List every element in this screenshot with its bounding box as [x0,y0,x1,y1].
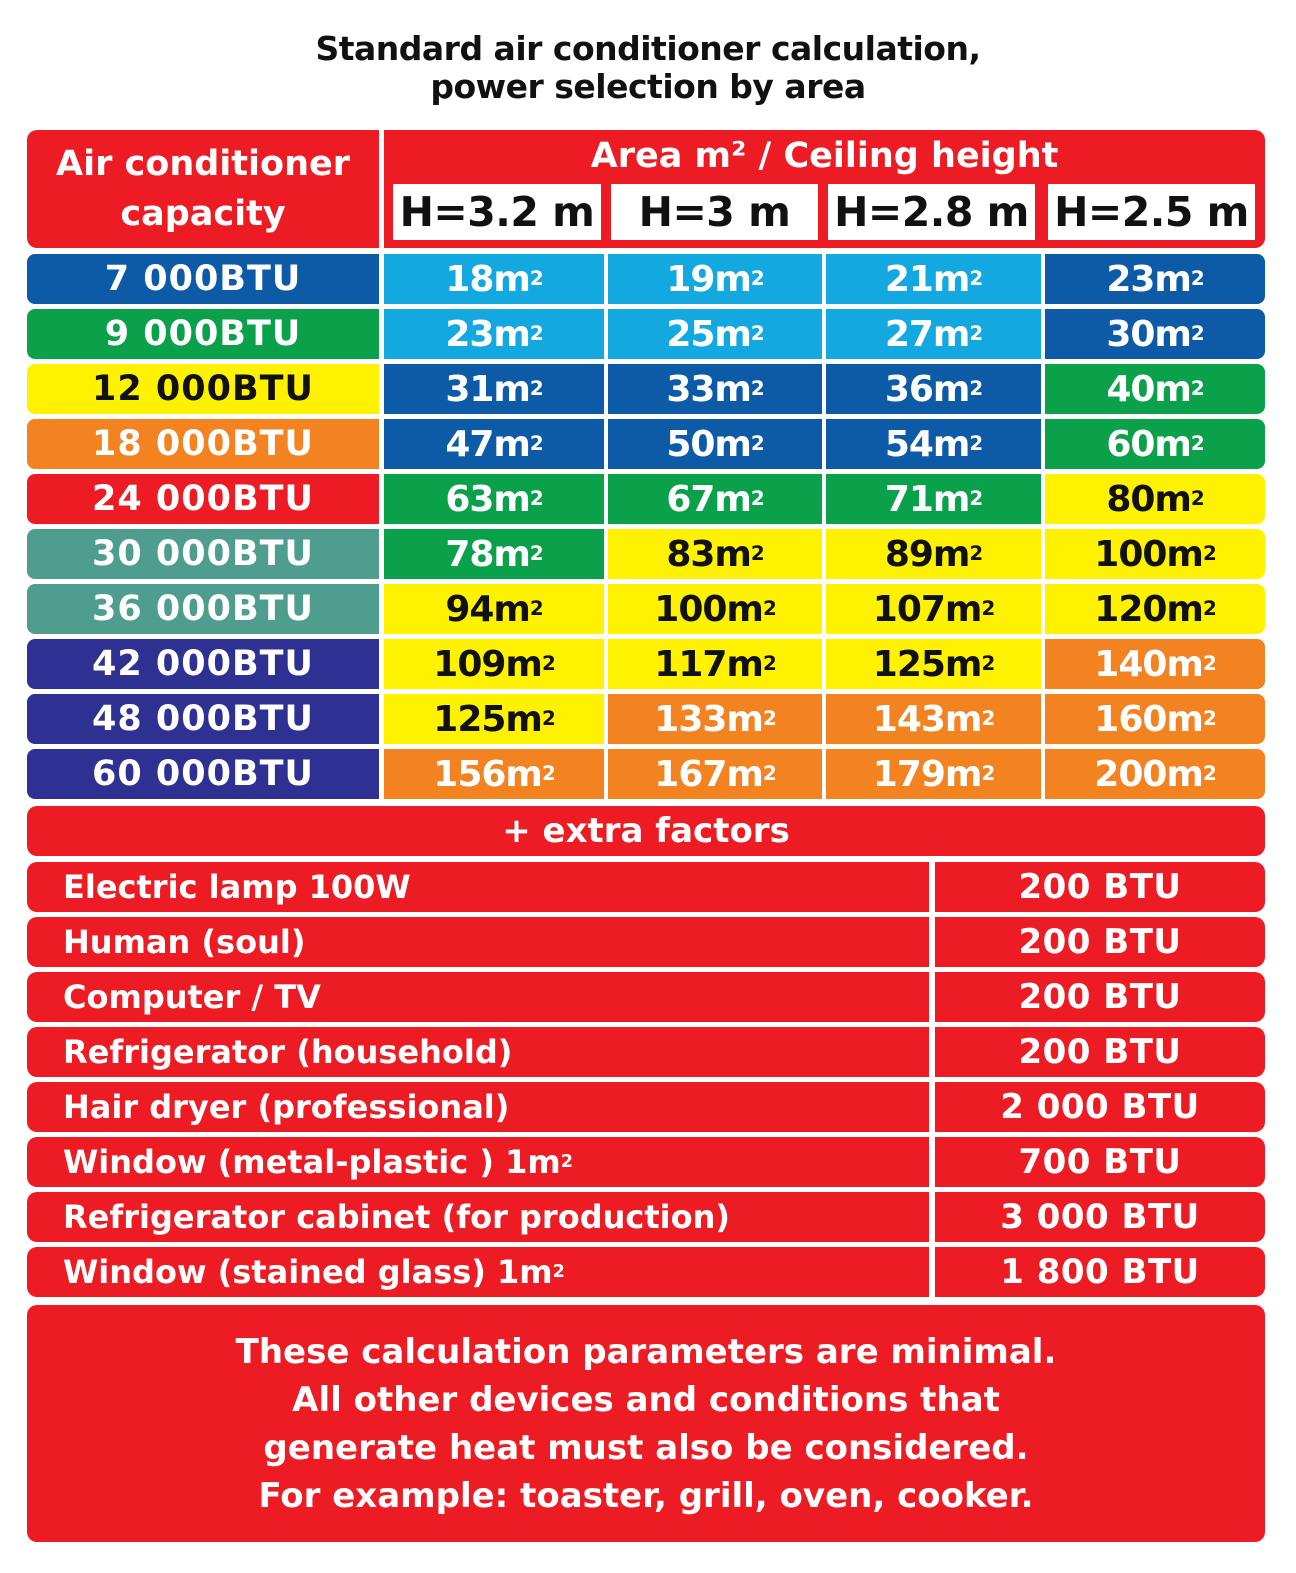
area-value: 78m [445,533,530,575]
area-cell: 19m 2 [608,254,822,304]
area-cell: 27m 2 [826,309,1041,359]
area-cell: 31m 2 [384,364,604,414]
capacity-cell: 42 000BTU [27,639,379,689]
area-cell: 140m 2 [1045,639,1265,689]
factor-label [27,862,929,912]
area-cell: 30m 2 [1045,309,1265,359]
factor-value: 1 800 BTU [935,1247,1265,1297]
factor-label: Window (stained glass) 1m 2 [27,1247,929,1297]
area-value: 36m [884,368,970,410]
factor-label [27,1192,929,1242]
note-line-1: These calculation parameters are minimal. [235,1331,1057,1372]
area-value: 117m [654,643,763,685]
area-cell: 23m 2 [1045,254,1265,304]
area-value: 140m [1094,643,1203,685]
extra-factors-heading [27,806,1265,856]
factor-label-text: Hair dryer (professional) [63,1088,510,1126]
factor-label-text: Electric lamp 100W [63,868,411,906]
area-value: 60m [1106,423,1191,465]
area-value: 40m [1106,368,1191,410]
area-cell: 109m 2 [384,639,604,689]
factor-label [27,1082,929,1132]
factor-label-text: Window (stained glass) 1m [63,1253,553,1291]
area-cell: 63m 2 [384,474,604,524]
area-value: 23m [1106,258,1191,300]
area-cell: 36m 2 [826,364,1041,414]
factor-label [27,917,929,967]
area-cell: 160m 2 [1045,694,1265,744]
area-cell: 156m 2 [384,749,604,799]
area-cell: 94m 2 [384,584,604,634]
area-value: 133m [654,698,763,740]
area-value: 109m [433,643,542,685]
area-cell: 47m 2 [384,419,604,469]
area-value: 156m [433,753,542,795]
factor-label [27,972,929,1022]
area-cell: 23m 2 [384,309,604,359]
area-value: 54m [884,423,970,465]
area-value: 200m [1094,753,1203,795]
height-header-2-5: H=2.5 m [1048,184,1255,240]
area-value: 89m [884,533,970,575]
area-value: 125m [872,643,982,685]
area-cell: 50m 2 [608,419,822,469]
area-value: 18m [445,258,530,300]
area-value: 125m [433,698,542,740]
capacity-cell: 12 000BTU [27,364,379,414]
area-cell: 78m 2 [384,529,604,579]
area-value: 100m [654,588,763,630]
factor-label-text: Human (soul) [63,923,306,961]
area-cell: 125m 2 [826,639,1041,689]
area-value: 80m [1106,478,1191,520]
area-cell: 117m 2 [608,639,822,689]
area-value: 71m [884,478,970,520]
area-value: 30m [1106,313,1191,355]
factor-label-text: Refrigerator (household) [63,1033,513,1071]
area-value: 94m [445,588,530,630]
capacity-header-line-2: capacity [120,194,286,234]
page-title [0,30,1296,106]
area-cell: 67m 2 [608,474,822,524]
note-line-2: All other devices and conditions that [292,1379,1000,1420]
area-cell: 18m 2 [384,254,604,304]
area-value: 31m [445,368,530,410]
factor-value: 200 BTU [935,862,1265,912]
area-value: 67m [666,478,751,520]
area-cell: 60m 2 [1045,419,1265,469]
capacity-cell: 30 000BTU [27,529,379,579]
area-cell: 125m 2 [384,694,604,744]
title-line-2: power selection by area [430,67,866,106]
factor-value: 200 BTU [935,917,1265,967]
capacity-cell: 60 000BTU [27,749,379,799]
area-cell: 167m 2 [608,749,822,799]
area-cell: 120m 2 [1045,584,1265,634]
area-value: 83m [666,533,751,575]
capacity-cell: 24 000BTU [27,474,379,524]
area-value: 25m [666,313,751,355]
area-value: 19m [666,258,751,300]
capacity-header-line-1: Air conditioner [56,144,350,184]
area-cell: 89m 2 [826,529,1041,579]
area-value: 100m [1094,533,1203,575]
disclaimer-note [27,1305,1265,1542]
area-cell: 107m 2 [826,584,1041,634]
area-value: 33m [666,368,751,410]
capacity-header [27,130,379,248]
area-cell: 200m 2 [1045,749,1265,799]
title-line-1: Standard air conditioner calculation, [315,29,981,68]
area-cell: 100m 2 [608,584,822,634]
area-cell: 143m 2 [826,694,1041,744]
area-cell: 133m 2 [608,694,822,744]
capacity-cell: 7 000BTU [27,254,379,304]
area-value: 160m [1094,698,1203,740]
factor-value: 2 000 BTU [935,1082,1265,1132]
extra-factors-title: + extra factors [502,811,790,851]
factor-value: 200 BTU [935,972,1265,1022]
area-value: 179m [872,753,982,795]
area-header-title: Area m² / Ceiling height [590,136,1059,176]
factor-label [27,1027,929,1077]
area-value: 167m [654,753,763,795]
capacity-cell: 36 000BTU [27,584,379,634]
area-value: 107m [872,588,982,630]
height-header-3: H=3 m [611,184,818,240]
area-value: 23m [445,313,530,355]
capacity-cell: 18 000BTU [27,419,379,469]
area-cell: 33m 2 [608,364,822,414]
factor-value: 700 BTU [935,1137,1265,1187]
capacity-cell: 48 000BTU [27,694,379,744]
area-cell: 25m 2 [608,309,822,359]
area-cell: 54m 2 [826,419,1041,469]
height-header-2-8: H=2.8 m [828,184,1035,240]
area-value: 21m [884,258,970,300]
area-cell: 71m 2 [826,474,1041,524]
area-cell: 40m 2 [1045,364,1265,414]
factor-value: 3 000 BTU [935,1192,1265,1242]
factor-label-text: Computer / TV [63,978,321,1016]
area-value: 47m [445,423,530,465]
factor-value: 200 BTU [935,1027,1265,1077]
area-cell: 83m 2 [608,529,822,579]
height-header-3-2: H=3.2 m [393,184,601,240]
area-value: 50m [666,423,751,465]
area-value: 27m [884,313,970,355]
factor-label-text: Window (metal-plastic ) 1m [63,1143,561,1181]
note-line-3: generate heat must also be considered. [263,1427,1029,1468]
area-cell: 179m 2 [826,749,1041,799]
area-cell: 100m 2 [1045,529,1265,579]
area-value: 120m [1094,588,1203,630]
area-value: 63m [445,478,530,520]
capacity-cell: 9 000BTU [27,309,379,359]
factor-label: Window (metal-plastic ) 1m 2 [27,1137,929,1187]
area-cell: 80m 2 [1045,474,1265,524]
area-cell: 21m 2 [826,254,1041,304]
area-value: 143m [872,698,982,740]
note-line-4: For example: toaster, grill, oven, cooker. [258,1475,1034,1516]
factor-label-text: Refrigerator cabinet (for production) [63,1198,730,1236]
